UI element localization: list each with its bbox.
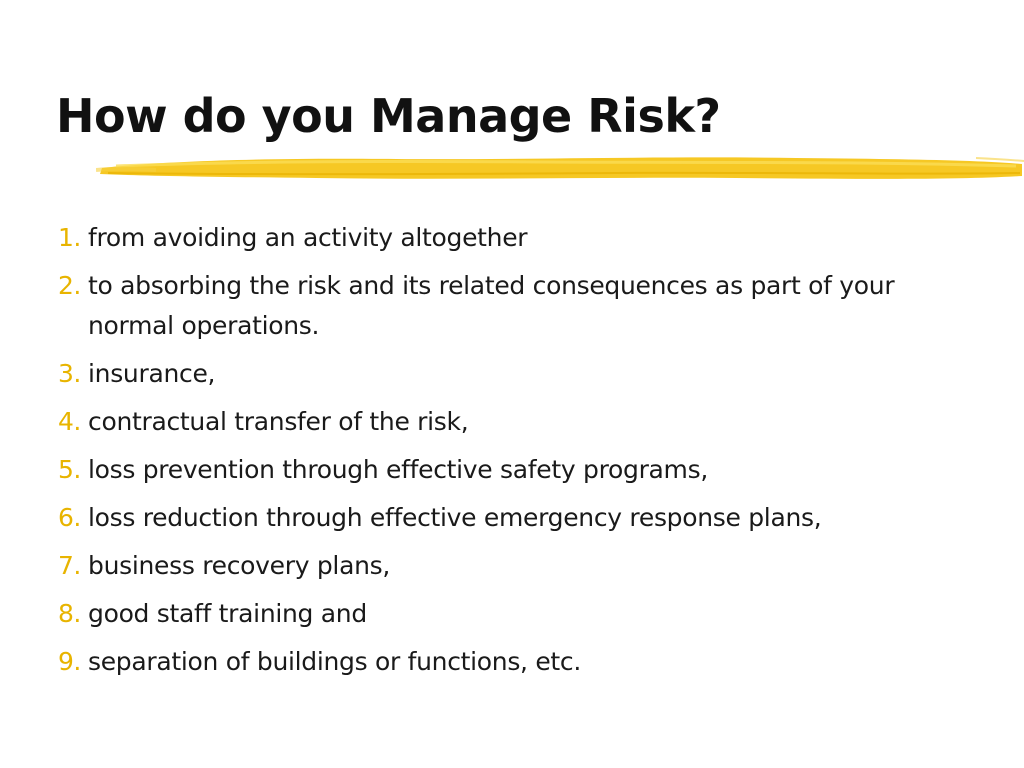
highlighter-stroke	[96, 146, 1024, 190]
list-item	[58, 354, 958, 394]
list-item-text: separation of buildings or functions, etc.	[88, 647, 582, 676]
list-item-number: 4.	[58, 407, 81, 436]
list-item-text: good staff training and	[88, 599, 367, 628]
list-item-number: 8.	[58, 599, 81, 628]
list-item	[58, 498, 958, 538]
list-item-text: contractual transfer of the risk,	[88, 407, 469, 436]
list-item-text: insurance,	[88, 359, 216, 388]
list-item-number: 9.	[58, 647, 81, 676]
list-item	[58, 402, 958, 442]
list-item	[58, 546, 958, 586]
slide-title: How do you Manage Risk?	[56, 89, 721, 143]
list-item	[58, 642, 958, 682]
list-item-text: from avoiding an activity altogether	[88, 223, 528, 252]
list-item-text: to absorbing the risk and its related consequences as part of your normal operations.	[88, 271, 895, 340]
list-item	[58, 218, 958, 258]
risk-management-list	[58, 218, 958, 690]
list-item-text: loss reduction through effective emergency response plans,	[88, 503, 822, 532]
list-item-number: 3.	[58, 359, 81, 388]
list-item-text: loss prevention through effective safety programs,	[88, 455, 708, 484]
list-item	[58, 266, 958, 346]
list-item-number: 1.	[58, 223, 81, 252]
list-item	[58, 594, 958, 634]
list-item-number: 6.	[58, 503, 81, 532]
list-item-number: 5.	[58, 455, 81, 484]
list-item-number: 7.	[58, 551, 81, 580]
list-item-number: 2.	[58, 271, 81, 300]
list-item	[58, 450, 958, 490]
list-item-text: business recovery plans,	[88, 551, 391, 580]
